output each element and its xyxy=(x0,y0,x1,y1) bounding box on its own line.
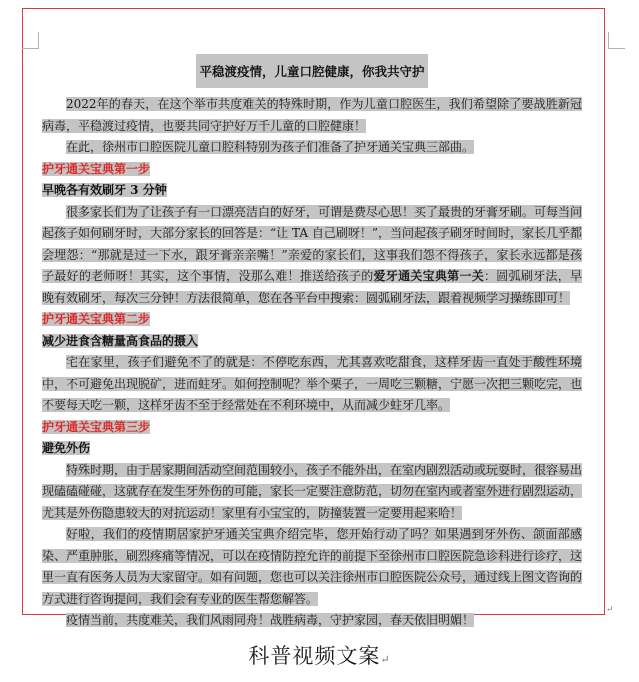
step-1-paragraph: 很多家长们为了让孩子有一口漂亮洁白的好牙，可谓是费尽心思！买了最贵的牙膏牙刷。可每当问起孩子如何刷牙时，大部分家长的回答是：“让 TA 自己刷呀！”，当问起孩子刷牙时间时，家长几乎都会埋怨：“那就是过一下水，跟牙膏亲亲嘴！”亲爱的家长们，这事我们怨不得孩子，家长永远都是孩子最好的老师呀！其实，这个事情，没那么难！推送给孩子的爱牙通关宝典第一关：圆弧刷牙法，早晚有效刷牙，每次三分钟！方法很简单，您在各平台中搜索：圆弧刷牙法，跟着视频学习操练即可！ xyxy=(42,204,583,305)
crop-mark-top-right xyxy=(608,32,625,49)
crop-mark-top-left xyxy=(22,32,39,49)
paragraph-mark-icon: ↵ xyxy=(380,653,391,666)
step-1-bold-phrase: 爱牙通关宝典第一关 xyxy=(373,269,485,283)
step-3-subtitle: 避免外伤 xyxy=(42,441,91,455)
closing-paragraph-1: 好啦，我们的疫情期居家护牙通关宝典介绍完毕，您开始行动了吗？如果遇到牙外伤、颌面部感染、严重肿胀，刷烈疼痛等情况，可以在疫情防控允许的前提下至徐州市口腔医院急诊科进行诊疗，这里一直有医务人员为大家留守。如有问题，您也可以关注徐州市口腔医院公众号，通过线上图文咨询的方式进行咨询提问，我们会有专业的医生帮您解答。 xyxy=(42,527,583,606)
document-title: 平稳渡疫情，儿童口腔健康，你我共守护 xyxy=(196,54,427,88)
step-3-heading: 护牙通关宝典第三步 xyxy=(42,419,151,434)
step-3-paragraph: 特殊时期，由于居家期间活动空间范围较小，孩子不能外出，在室内剧烈活动或玩耍时，很容易出现磕磕碰碰，这就存在发生牙外伤的可能，家长一定要注意防范，切勿在室内或者室外进行剧烈运动，尤其是外伤隐患较大的对抗运动！家里有小宝宝的，防撞装置一定要用起来哈！ xyxy=(42,462,583,520)
figure-caption: 科普视频文案↵ xyxy=(248,644,391,668)
step-2-subtitle: 减少进食含糖量高食品的摄入 xyxy=(42,333,199,348)
step-1-subtitle: 早晚各有效刷牙 3 分钟 xyxy=(42,183,167,197)
document-body[interactable] xyxy=(42,44,582,632)
step-1-heading: 护牙通关宝典第一步 xyxy=(42,161,151,176)
closing-paragraph-2: 疫情当前，共度难关，我们风雨同舟！战胜病毒，守护家园，春天依旧明媚！ xyxy=(66,613,475,627)
step-2-heading: 护牙通关宝典第二步 xyxy=(42,312,151,326)
intro-paragraph-2: 在此，徐州市口腔医院儿童口腔科特别为孩子们准备了护牙通关宝典三部曲。 xyxy=(66,140,475,154)
paragraph-mark-icon: ↵ xyxy=(606,605,614,615)
step-2-paragraph: 宅在家里，孩子们避免不了的就是：不停吃东西，尤其喜欢吃甜食，这样牙齿一直处于酸性环境中，不可避免出现脱矿，进而蛀牙。如何控制呢？举个栗子，一周吃三颗糖，宁愿一次把三颗吃完，也不要每天吃一颗，这样牙齿不至于经常处在不利环境中，从而减少蛀牙几率。 xyxy=(42,355,583,412)
intro-paragraph-1: 2022年的春天，在这个举市共度难关的特殊时期，作为儿童口腔医生，我们希望除了要战胜新冠病毒，平稳渡过疫情，也要共同守护好万千儿童的口腔健康！ xyxy=(42,97,582,133)
